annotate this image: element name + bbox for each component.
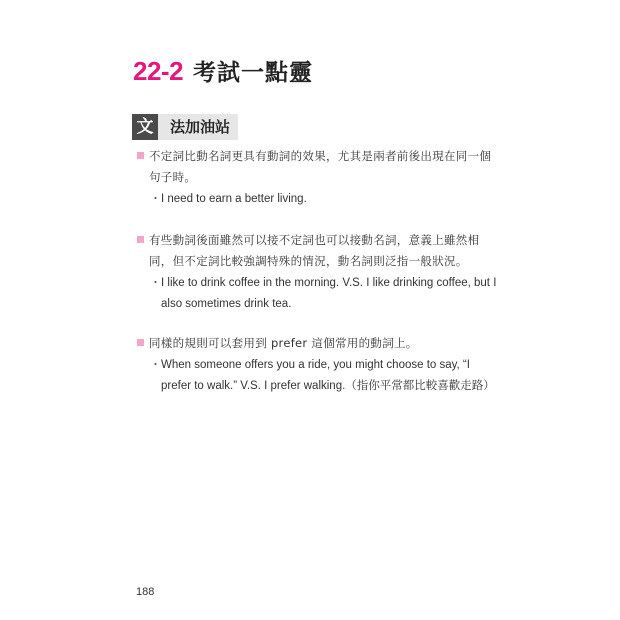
grammar-tag-label: 法加油站 — [170, 118, 231, 136]
grammar-tag — [132, 114, 238, 140]
example-sentence: I like to drink coffee in the morning. V.S. I like drinking coffee, but I also sometimes drink tea. — [161, 277, 497, 310]
example-sentence-row — [137, 273, 497, 315]
grammar-point-text: 不定詞比動名詞更具有動詞的效果，尤其是兩者前後出現在同一個句子時。 — [149, 149, 492, 184]
page-number: 188 — [136, 586, 155, 598]
example-sentence: I need to earn a better living. — [161, 193, 307, 205]
dot-bullet-icon: ・ — [150, 193, 161, 205]
example-sentence-row — [137, 189, 497, 210]
example-sentence-row — [137, 355, 497, 397]
example-sentence: When someone offers you a ride, you might choose to say, “I prefer to walk.” V.S. I prefer walking.（指你平常都比較喜歡走路） — [161, 359, 495, 392]
section-heading — [133, 54, 313, 86]
grammar-point-1 — [137, 146, 497, 210]
grammar-point-3 — [137, 333, 497, 397]
pink-square-bullet-icon — [137, 236, 144, 243]
grammar-point-text-row — [137, 146, 497, 188]
grammar-point-2 — [137, 230, 497, 315]
grammar-point-text: 同樣的規則可以套用到 prefer 這個常用的動詞上。 — [149, 336, 418, 350]
section-number: 22-2 — [133, 56, 184, 86]
grammar-point-text-row — [137, 230, 497, 272]
pink-square-bullet-icon — [137, 339, 144, 346]
grammar-tag-badge: 文 — [132, 114, 158, 140]
dot-bullet-icon: ・ — [150, 359, 161, 371]
dot-bullet-icon: ・ — [150, 277, 161, 289]
section-title: 考試一點靈 — [193, 60, 314, 86]
pink-square-bullet-icon — [137, 152, 144, 159]
grammar-point-text-row — [137, 333, 497, 354]
grammar-point-text: 有些動詞後面雖然可以接不定詞也可以接動名詞，意義上雖然相同，但不定詞比較強調特殊的情況，動名詞則泛指一般狀況。 — [149, 233, 480, 268]
